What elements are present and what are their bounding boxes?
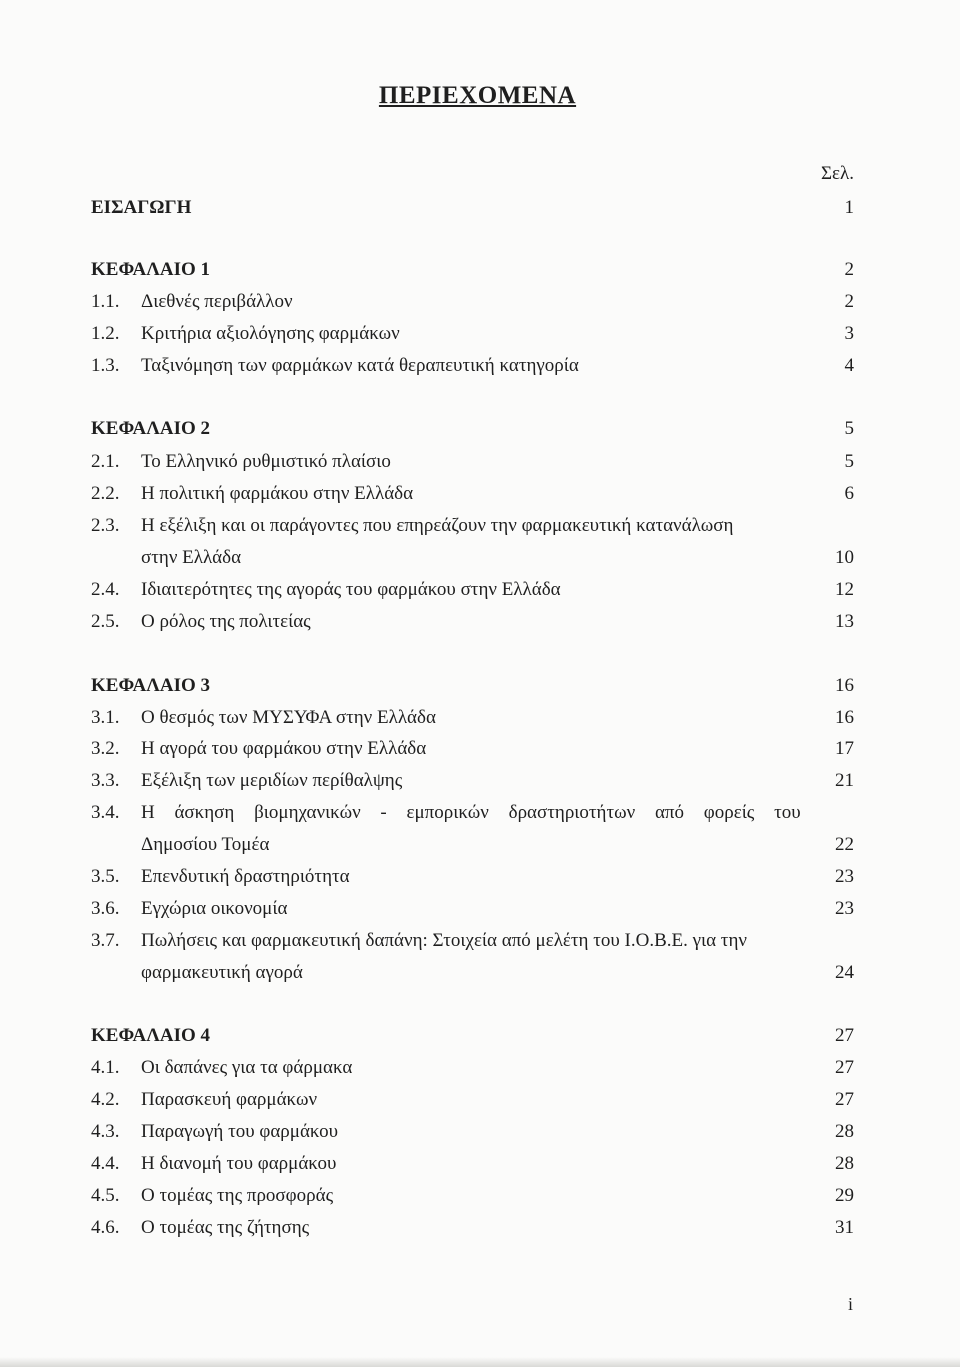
toc-entry-continuation [91, 545, 854, 571]
toc-entry [91, 896, 854, 922]
toc-entry-number: 2.2. [91, 483, 120, 504]
toc-entry-number: 3.4. [91, 802, 120, 823]
toc-entry-number: 2.4. [91, 579, 120, 600]
toc-entry-title: Πωλήσεις και φαρμακευτική δαπάνη: Στοιχεία από μελέτη του Ι.Ο.Β.Ε. για την [141, 930, 747, 951]
toc-entry [91, 353, 854, 379]
toc-chapter-title: ΚΕΦΑΛΑΙΟ 1 [91, 259, 211, 280]
toc-entry-page: 22 [835, 834, 854, 855]
toc-entry [91, 321, 854, 347]
toc-entry-page: 3 [844, 323, 854, 344]
page-title: ΠΕΡΙΕΧΟΜΕΝΑ [378, 82, 577, 109]
toc-entry-title: Ο ρόλος της πολιτείας [141, 611, 311, 632]
toc-entry-title: Παραγωγή του φαρμάκου [141, 1121, 338, 1142]
toc-entry-number: 3.5. [91, 866, 120, 887]
toc-entry-title: Ο θεσμός των ΜΥΣΥΦΑ στην Ελλάδα [141, 707, 436, 728]
toc-entry-number: 4.2. [91, 1089, 120, 1110]
toc-entry-number: 4.6. [91, 1217, 120, 1238]
toc-intro [91, 195, 854, 221]
toc-entry-title: Η αγορά του φαρμάκου στην Ελλάδα [141, 738, 427, 759]
toc-entry-title: Ο τομέας της ζήτησης [141, 1217, 310, 1238]
toc-entry-number: 4.3. [91, 1121, 120, 1142]
toc-entry-title: Κριτήρια αξιολόγησης φαρμάκων [141, 323, 400, 344]
toc-entry-page: 10 [835, 547, 854, 568]
toc-entry-page: 4 [844, 355, 854, 376]
toc-entry-number: 4.4. [91, 1153, 120, 1174]
toc-chapter-2 [91, 416, 854, 442]
toc-entry-page: 29 [835, 1185, 854, 1206]
toc-entry-page: 16 [835, 675, 854, 696]
toc-entry-title: Ο τομέας της προσφοράς [141, 1185, 334, 1206]
toc-chapter-title: ΚΕΦΑΛΑΙΟ 4 [91, 1025, 211, 1046]
toc-entry [91, 1119, 854, 1145]
toc-entry-number: 2.3. [91, 515, 120, 536]
toc-chapter-title: ΚΕΦΑΛΑΙΟ 2 [91, 418, 211, 439]
toc-entry-page: 2 [844, 259, 854, 280]
toc-entry-page: 16 [835, 707, 854, 728]
toc-entry [91, 864, 854, 890]
toc-entry [91, 928, 854, 954]
toc-entry-continuation [91, 832, 854, 858]
toc-entry-title: Παρασκευή φαρμάκων [141, 1089, 318, 1110]
toc-entry-number: 3.2. [91, 738, 120, 759]
toc-entry-page: 21 [835, 770, 854, 791]
toc-entry [91, 577, 854, 603]
toc-chapter-3 [91, 673, 854, 699]
toc-entry-number: 3.6. [91, 898, 120, 919]
toc-entry-number: 4.1. [91, 1057, 120, 1078]
toc-entry-title: Ιδιαιτερότητες της αγοράς του φαρμάκου στην Ελλάδα [141, 579, 561, 600]
toc-entry-page: 27 [835, 1057, 854, 1078]
toc-entry-title: Το Ελληνικό ρυθμιστικό πλαίσιο [141, 451, 391, 472]
toc-entry [91, 736, 854, 762]
toc-chapter-1 [91, 257, 854, 283]
toc-entry-title-continued: στην Ελλάδα [141, 547, 242, 568]
toc-entry-number: 1.2. [91, 323, 120, 344]
toc-entry-title: ΕΙΣΑΓΩΓΗ [91, 197, 192, 218]
toc-entry-page: 5 [844, 418, 854, 439]
toc-entry-page: 24 [835, 962, 854, 983]
toc-entry-page: 6 [844, 483, 854, 504]
toc-entry [91, 1183, 854, 1209]
toc-entry-title: Η πολιτική φαρμάκου στην Ελλάδα [141, 483, 414, 504]
toc-chapter-4 [91, 1023, 854, 1049]
toc-entry-number: 1.1. [91, 291, 120, 312]
page-number: i [847, 1294, 853, 1314]
toc-entry [91, 1087, 854, 1113]
toc-entry-page: 23 [835, 898, 854, 919]
toc-entry-number: 3.3. [91, 770, 120, 791]
toc-entry-title: Η άσκηση βιομηχανικών - εμπορικών δραστηριοτήτων από φορείς του [141, 802, 801, 823]
toc-entry [91, 800, 854, 826]
toc-entry-title: Εγχώρια οικονομία [141, 898, 288, 919]
toc-entry-title-continued: φαρμακευτική αγορά [141, 962, 303, 983]
toc-entry-title: Εξέλιξη των μεριδίων περίθαλψης [141, 770, 403, 791]
toc-entry-number: 2.1. [91, 451, 120, 472]
toc-entry-title: Οι δαπάνες για τα φάρμακα [141, 1057, 353, 1078]
toc-entry-page: 31 [835, 1217, 854, 1238]
toc-entry [91, 449, 854, 475]
toc-entry-title-continued: Δημοσίου Τομέα [141, 834, 270, 855]
toc-entry-page: 2 [844, 291, 854, 312]
toc-entry [91, 768, 854, 794]
toc-chapter-title: ΚΕΦΑΛΑΙΟ 3 [91, 675, 211, 696]
toc-entry-title: Η διανομή του φαρμάκου [141, 1153, 337, 1174]
toc-entry [91, 513, 854, 539]
toc-entry-page: 28 [835, 1153, 854, 1174]
toc-entry-number: 1.3. [91, 355, 120, 376]
toc-entry-title: Ταξινόμηση των φαρμάκων κατά θεραπευτική κατηγορία [141, 355, 579, 376]
toc-entry-page: 27 [835, 1089, 854, 1110]
toc-entry-page: 5 [844, 451, 854, 472]
toc-entry-page: 27 [835, 1025, 854, 1046]
toc-entry-number: 2.5. [91, 611, 120, 632]
toc-entry-number: 3.1. [91, 707, 120, 728]
toc-entry [91, 1055, 854, 1081]
toc-entry-title: Διεθνές περιβάλλον [141, 291, 293, 312]
toc-entry-page: 12 [835, 579, 854, 600]
toc-entry-page: 23 [835, 866, 854, 887]
toc-entry [91, 705, 854, 731]
toc-entry-number: 4.5. [91, 1185, 120, 1206]
toc-entry [91, 289, 854, 315]
page-bottom-edge [0, 1357, 960, 1367]
toc-entry [91, 1215, 854, 1241]
page-column-label: Σελ. [821, 163, 854, 184]
toc-entry-page: 17 [835, 738, 854, 759]
toc-entry-title: Η εξέλιξη και οι παράγοντες που επηρεάζουν την φαρμακευτική κατανάλωση [141, 515, 734, 536]
toc-entry-continuation [91, 960, 854, 986]
toc-entry-title: Επενδυτική δραστηριότητα [141, 866, 350, 887]
toc-entry-page: 1 [844, 197, 854, 218]
toc-entry-number: 3.7. [91, 930, 120, 951]
toc-entry [91, 1151, 854, 1177]
toc-entry-page: 13 [835, 611, 854, 632]
toc-entry-page: 28 [835, 1121, 854, 1142]
toc-entry [91, 481, 854, 507]
toc-entry [91, 609, 854, 635]
